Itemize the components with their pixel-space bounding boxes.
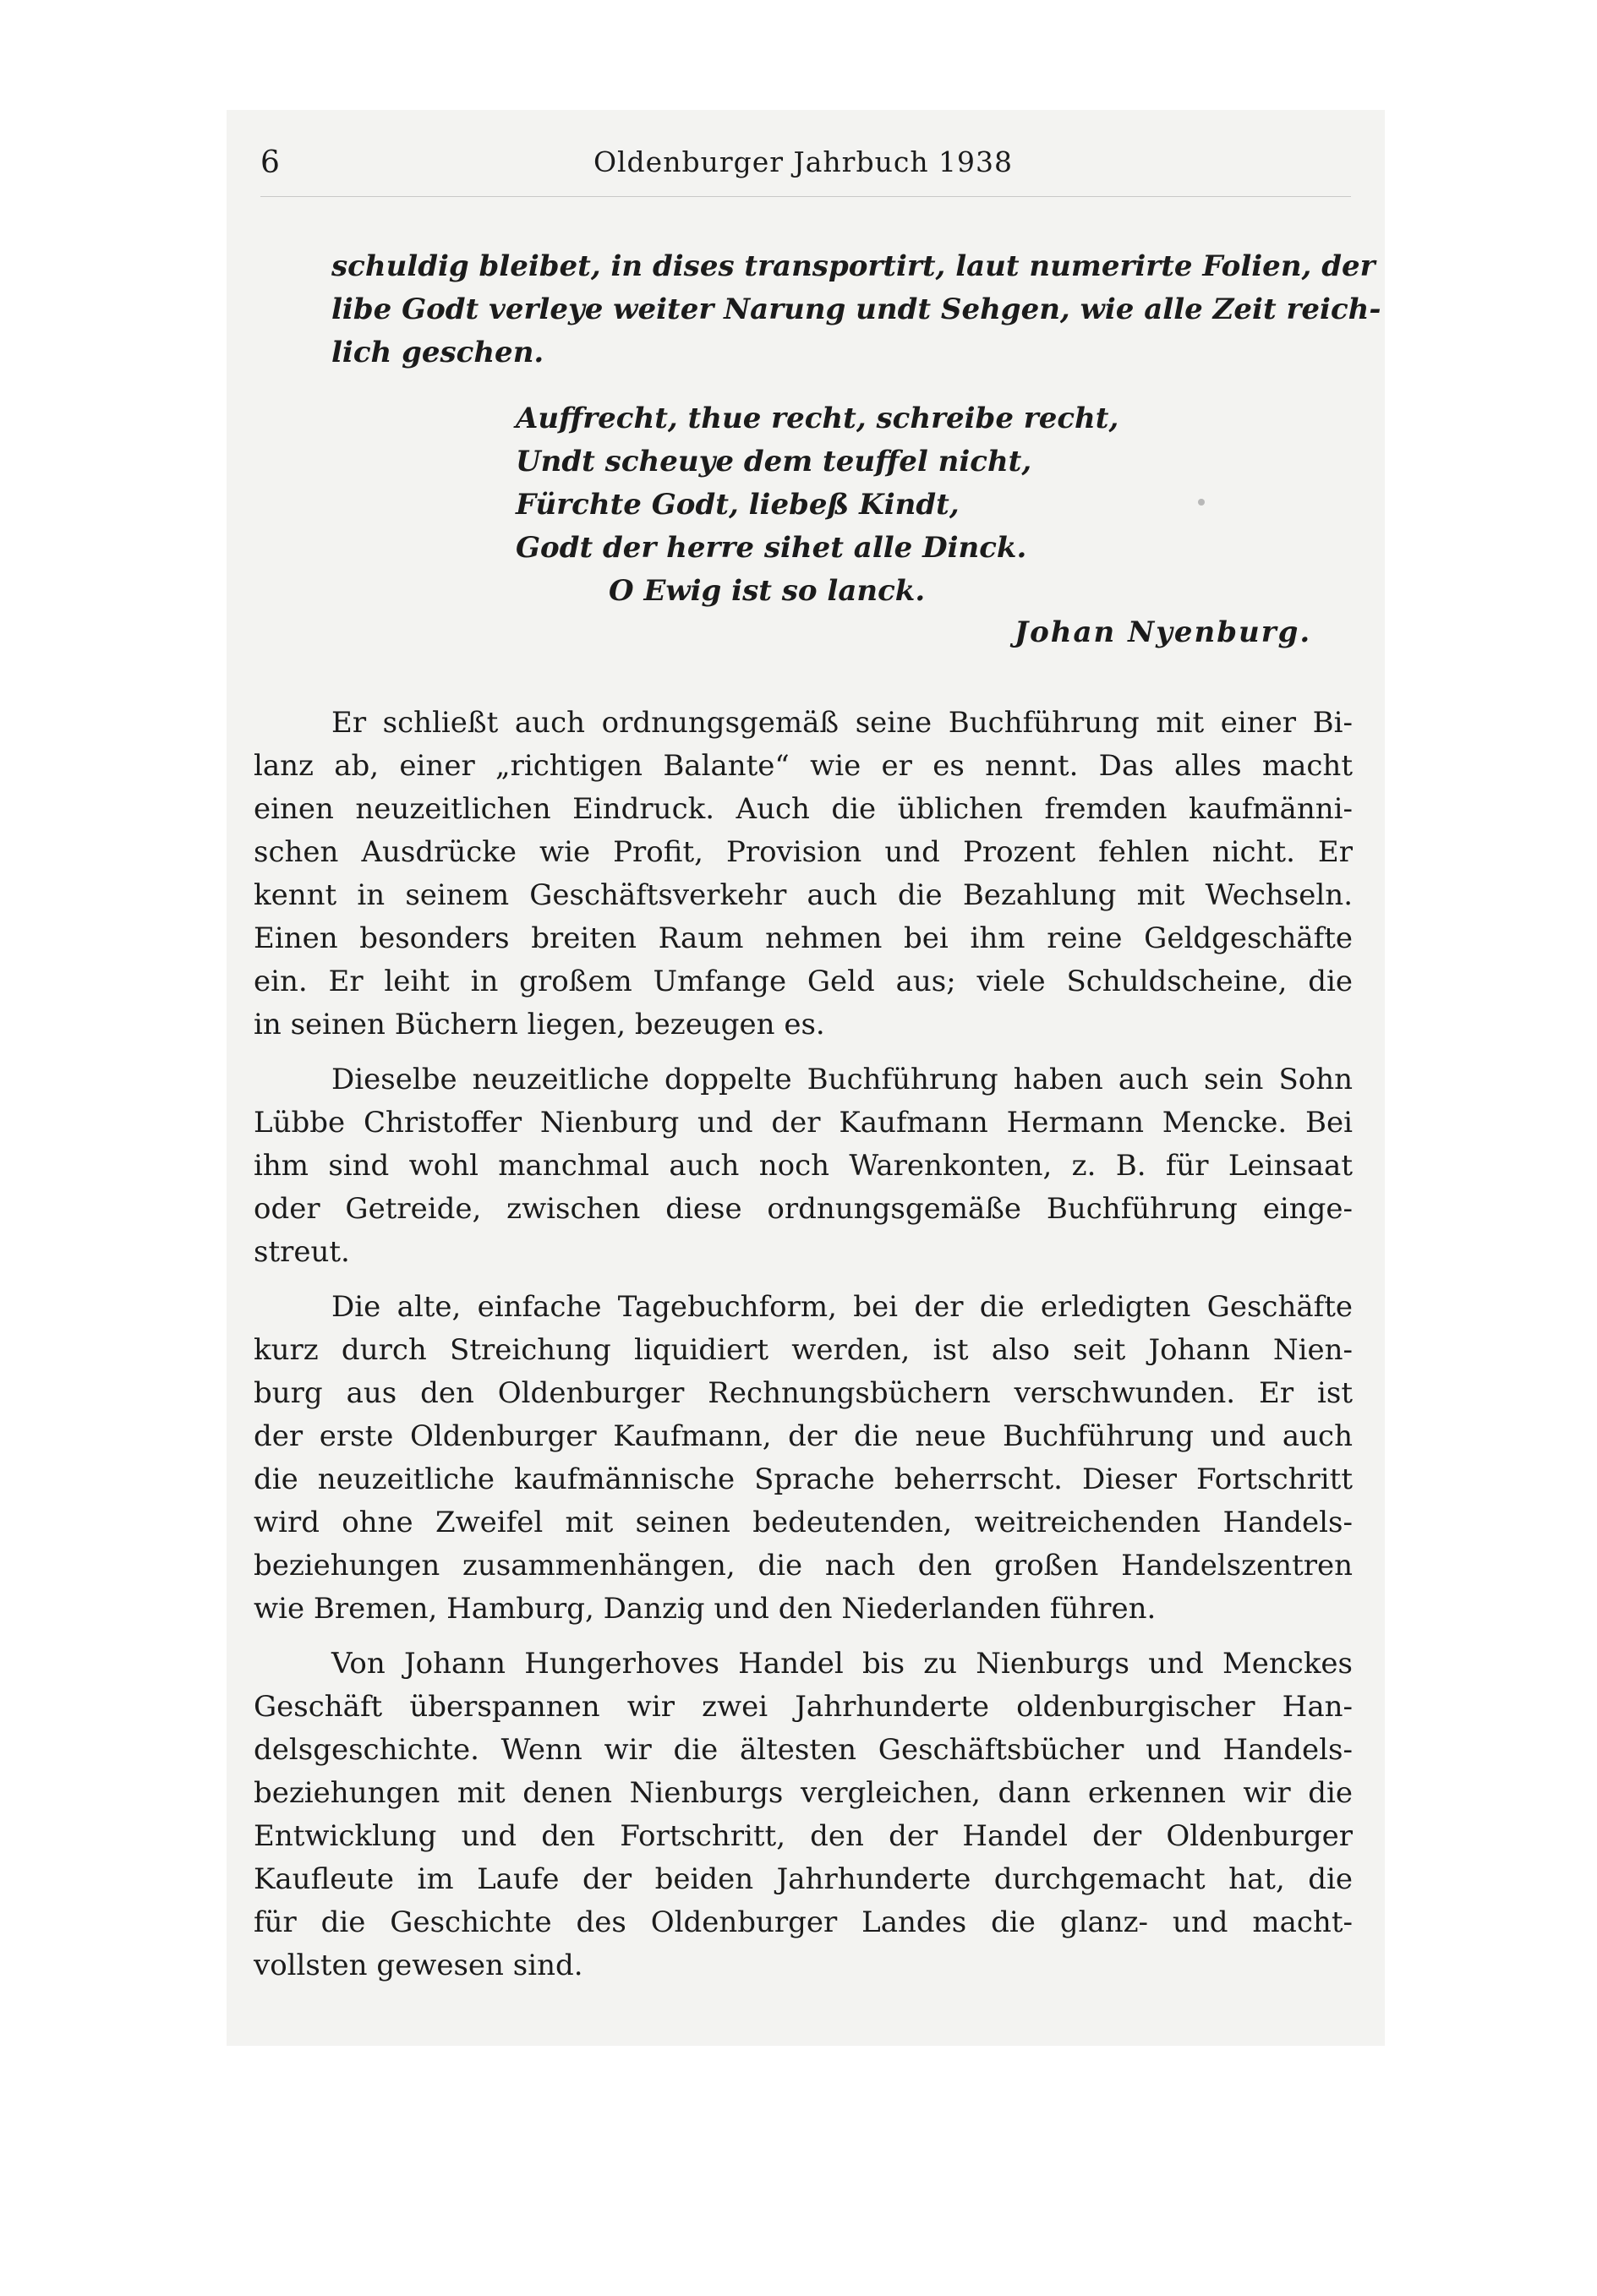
running-title: Oldenburger Jahrbuch 1938 [593,145,1014,178]
paragraph [254,1058,1353,1274]
verse-block [516,397,1277,613]
text-line: in seinen Büchern liegen, bezeugen es. [254,1008,825,1041]
text-line: Von Johann Hungerhoves Handel bis zu Nienburgs und Menckes [331,1647,1353,1681]
text-line: beziehungen zusammenhängen, die nach den großen Handelszentren [254,1549,1353,1583]
body-text [254,702,1353,1999]
quoted-passage [331,245,1381,374]
text-line: für die Geschichte des Oldenburger Landes die glanz- und macht- [254,1905,1353,1939]
paragraph [254,1286,1353,1631]
verse-line: Auffrecht, thue recht, schreibe recht, [516,402,1119,435]
document-page [254,0,1381,2296]
text-line: Entwicklung und den Fortschritt, den der Handel der Oldenburger [254,1819,1353,1853]
text-line: Dieselbe neuzeitliche doppelte Buchführung haben auch sein Sohn [331,1063,1353,1096]
text-line: die neuzeitliche kaufmännische Sprache beherrscht. Dieser Fortschritt [254,1462,1353,1496]
text-line: ein. Er leiht in großem Umfange Geld aus; viele Schuldscheine, die [254,965,1353,998]
text-line: Kaufleute im Laufe der beiden Jahrhunderte durchgemacht hat, die [254,1862,1353,1896]
quote-line: schuldig bleibet, in dises transportirt, laut numerirte Folien, der [331,249,1375,283]
text-line: Einen besonders breiten Raum nehmen bei ihm reine Geldgeschäfte [254,921,1353,955]
text-line: beziehungen mit denen Nienburgs vergleichen, dann erkennen wir die [254,1776,1353,1810]
text-line: vollsten gewesen sind. [254,1949,583,1982]
text-line: einen neuzeitlichen Eindruck. Auch die üblichen fremden kaufmänni- [254,792,1353,826]
text-line: kurz durch Streichung liquidiert werden, ist also seit Johann Nien- [254,1333,1353,1367]
text-line: ihm sind wohl manchmal auch noch Warenkonten, z. B. für Leinsaat [254,1149,1353,1183]
text-line: oder Getreide, zwischen diese ordnungsgemäße Buchführung einge- [254,1192,1353,1226]
print-speck [1198,499,1205,506]
text-line: lanz ab, einer „richtigen Balante“ wie er es nennt. Das alles macht [254,749,1353,783]
paragraph [254,1643,1353,1987]
text-line: Er schließt auch ordnungsgemäß seine Buchführung mit einer Bi- [331,706,1353,740]
verse-line: Fürchte Godt, liebeß Kindt, [516,488,960,522]
header-rule [260,196,1351,197]
text-line: Die alte, einfache Tagebuchform, bei der die erledigten Geschäfte [331,1290,1353,1324]
quote-line: lich geschen. [331,336,544,369]
page-header [254,145,1353,188]
quote-line: libe Godt verleye weiter Narung undt Sehgen, wie alle Zeit reich- [331,292,1381,326]
text-line: wird ohne Zweifel mit seinen bedeutenden, weitreichenden Handels- [254,1506,1353,1539]
text-line: Geschäft überspannen wir zwei Jahrhunderte oldenburgischer Han- [254,1690,1353,1724]
paragraph [254,702,1353,1047]
verse-line: Godt der herre sihet alle Dinck. [516,531,1027,565]
verse-line: Undt scheuye dem teuffel nicht, [516,445,1032,478]
verse-signature: Johan Nyenburg. [1015,615,1312,649]
verse-line: O Ewig ist so lanck. [609,574,926,608]
text-line: wie Bremen, Hamburg, Danzig und den Niederlanden führen. [254,1592,1157,1626]
text-line: kennt in seinem Geschäftsverkehr auch die Bezahlung mit Wechseln. [254,878,1353,912]
text-line: streut. [254,1235,350,1269]
text-line: delsgeschichte. Wenn wir die ältesten Geschäftsbücher und Handels- [254,1733,1353,1767]
text-line: Lübbe Christoffer Nienburg und der Kaufmann Hermann Mencke. Bei [254,1106,1353,1140]
page-number: 6 [260,145,280,180]
text-line: schen Ausdrücke wie Profit, Provision und Prozent fehlen nicht. Er [254,835,1353,869]
text-line: der erste Oldenburger Kaufmann, der die neue Buchführung und auch [254,1419,1353,1453]
text-line: burg aus den Oldenburger Rechnungsbüchern verschwunden. Er ist [254,1376,1353,1410]
